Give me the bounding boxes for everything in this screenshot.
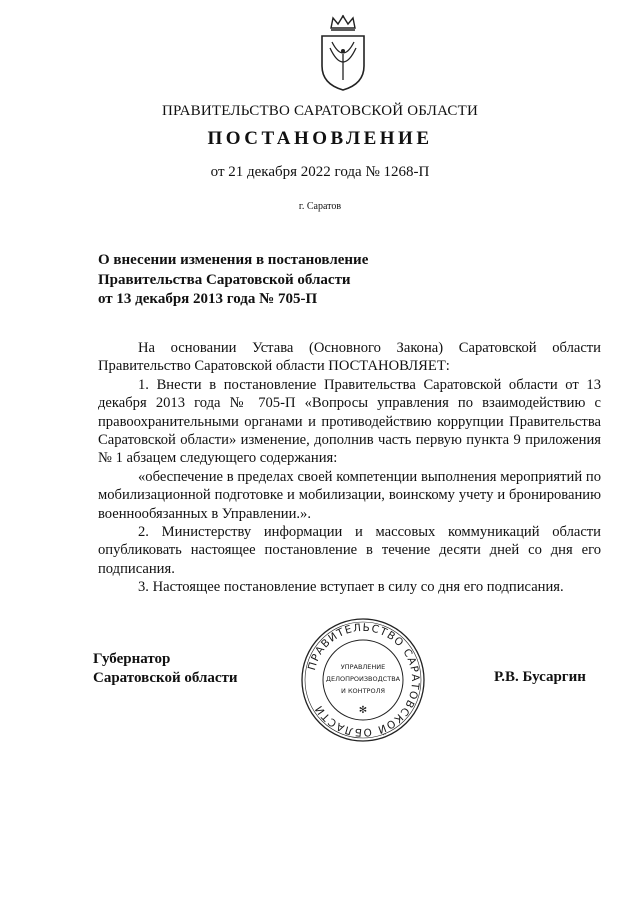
document-type: ПОСТАНОВЛЕНИЕ: [207, 128, 433, 149]
body-paragraph: «обеспечение в пределах своей компетенции выполнения мероприятий по мобилизационной подготовке и мобилизации, воинскому учету и бронированию военнообязанных в Управлении.».: [98, 468, 601, 522]
document-date-number: от 21 декабря 2022 года № 1268-П: [210, 164, 430, 180]
stamp-inner-line: УПРАВЛЕНИЕ: [340, 663, 386, 671]
subject-line: от 13 декабря 2013 года № 705-П: [98, 291, 318, 307]
body-paragraph: 3. Настоящее постановление вступает в силу со дня его подписания.: [138, 579, 564, 596]
body-paragraph: На основании Устава (Основного Закона) Саратовской области Правительство Саратовской области ПОСТАНОВЛЯЕТ:: [98, 340, 601, 375]
document-subject: [98, 251, 418, 310]
signatory-title: [93, 650, 238, 688]
signatory-title-line: Саратовской области: [93, 670, 238, 686]
signatory-title-line: Губернатор: [93, 651, 171, 667]
stamp-star-icon: ✻: [358, 705, 368, 716]
stamp-inner-line: ДЕЛОПРОИЗВОДСТВА: [325, 675, 401, 683]
document-city: г. Саратов: [298, 201, 342, 212]
subject-line: О внесении изменения в постановление: [98, 252, 369, 268]
signatory-name: Р.В. Бусаргин: [494, 669, 586, 685]
body-paragraph: 2. Министерству информации и массовых коммуникаций области опубликовать настоящее постановление в течение десяти дней со дня его подписания.: [98, 524, 601, 577]
government-name: ПРАВИТЕЛЬСТВО САРАТОВСКОЙ ОБЛАСТИ: [161, 103, 479, 119]
subject-line: Правительства Саратовской области: [98, 271, 351, 288]
official-stamp: [298, 615, 428, 745]
body-paragraph: 1. Внести в постановление Правительства Саратовской области от 13 декабря 2013 года № 705-П «Вопросы управления по взаимодействию с правоохранительными органами и противодействию коррупции Правительства Саратовской области» изменение, дополнив часть первую пункта 9 приложения № 1 абзацем следующего содержания:: [98, 376, 601, 467]
stamp-ring-text: ПРАВИТЕЛЬСТВО САРАТОВСКОЙ ОБЛАСТИ: [306, 621, 422, 739]
document-body: [98, 339, 601, 597]
coat-of-arms-icon: [318, 14, 368, 92]
stamp-inner-line: И КОНТРОЛЯ: [341, 687, 385, 695]
